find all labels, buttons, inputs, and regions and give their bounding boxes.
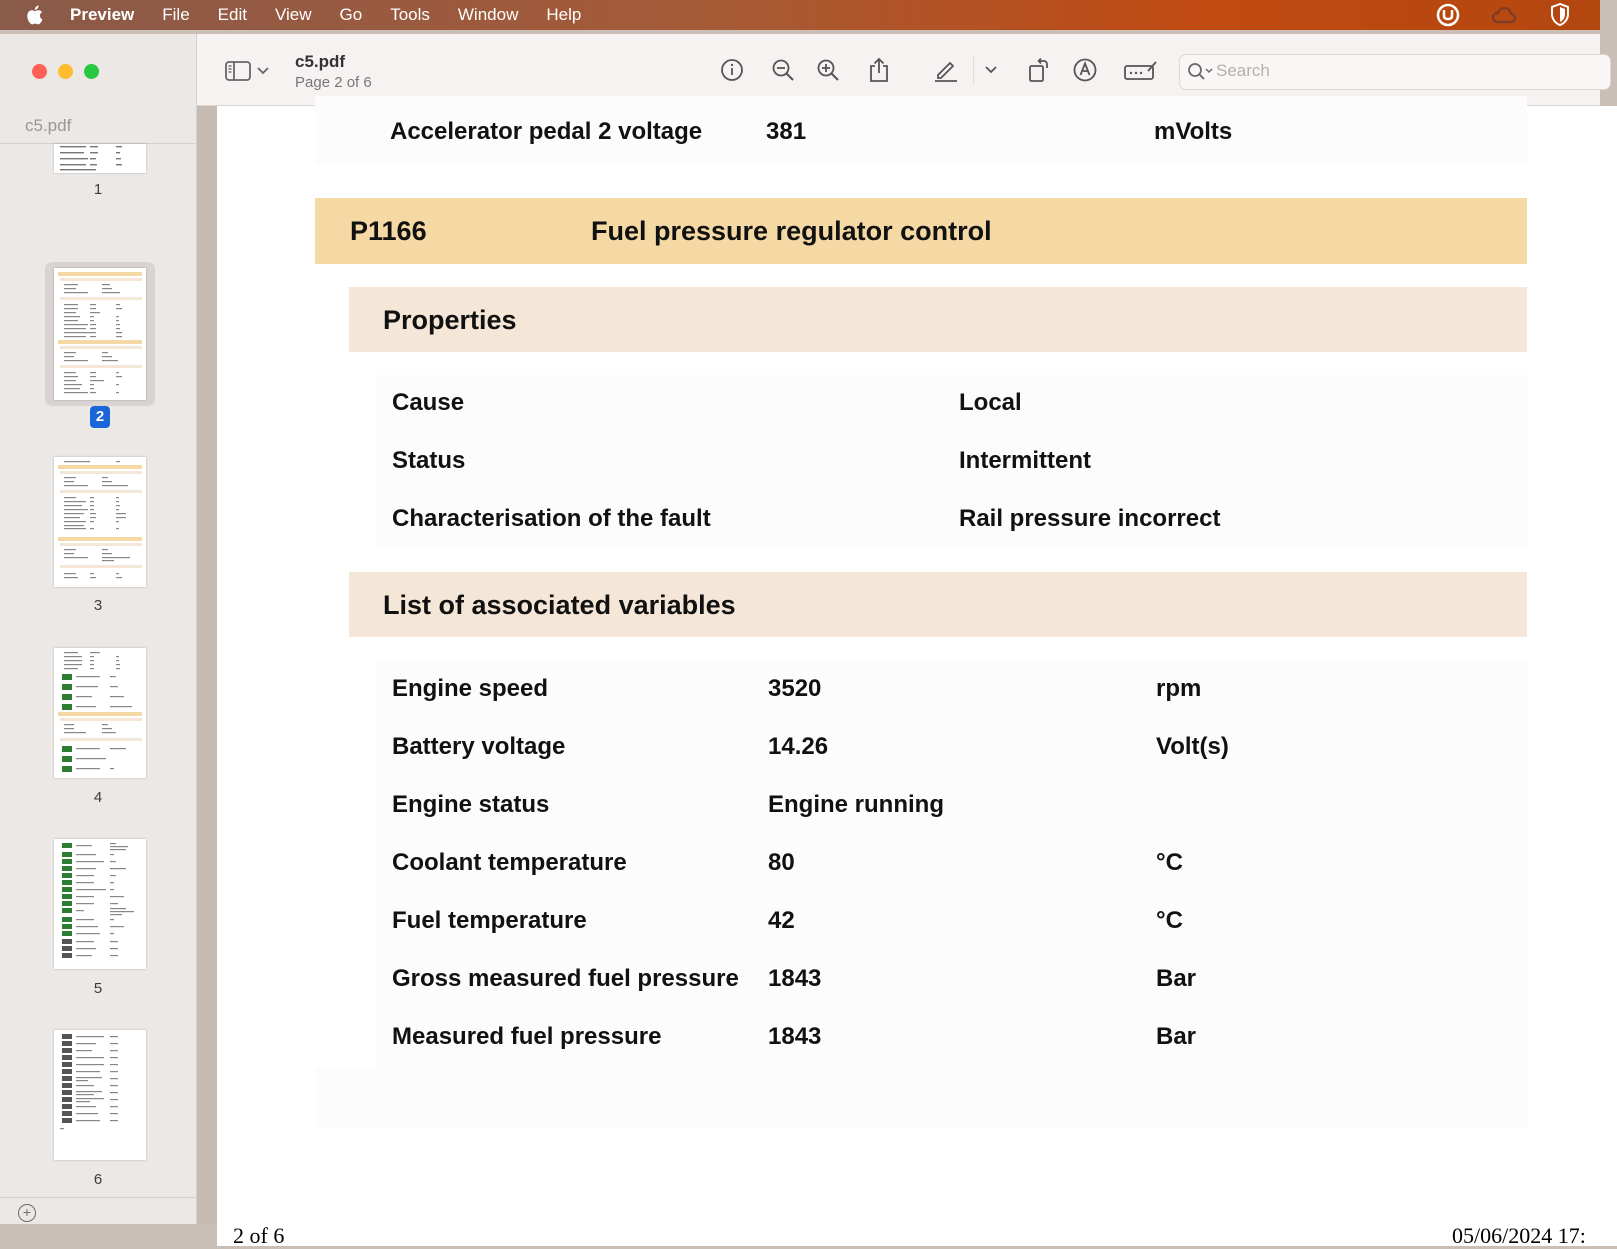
variable-unit: Volt(s) <box>1156 733 1229 760</box>
variable-value: 42 <box>768 907 795 934</box>
document-view[interactable] <box>197 106 1600 1248</box>
table-footer-space <box>315 1067 1527 1127</box>
thumbnail-page-5[interactable] <box>54 839 146 969</box>
sidebar-icon <box>225 61 251 81</box>
thumbnail-page-4[interactable] <box>54 648 146 778</box>
utorrent-status-icon[interactable] <box>1436 3 1460 27</box>
window-controls <box>32 64 99 79</box>
variable-unit: mVolts <box>1154 118 1233 145</box>
thumbnail-page-2[interactable] <box>54 268 146 400</box>
property-value: Rail pressure incorrect <box>959 505 1221 532</box>
table-row <box>377 719 1527 777</box>
highlight-options-button[interactable] <box>976 55 1006 85</box>
page-footer-date: 05/06/2024 17: <box>1452 1223 1586 1248</box>
minimize-window-button[interactable] <box>58 64 73 79</box>
close-window-button[interactable] <box>32 64 47 79</box>
zoom-in-button[interactable] <box>813 55 843 85</box>
menu-file[interactable]: File <box>162 5 190 24</box>
sidebar-document-title: c5.pdf <box>25 116 72 135</box>
form-fill-button[interactable] <box>1121 55 1161 85</box>
thumbnail-page-6[interactable] <box>54 1030 146 1160</box>
menu-window[interactable]: Window <box>457 5 519 24</box>
share-button[interactable] <box>864 55 894 85</box>
menu-app-name[interactable]: Preview <box>70 5 135 24</box>
variable-value: 1843 <box>768 1023 822 1050</box>
sidebar-toggle-button[interactable] <box>225 58 275 84</box>
table-row <box>377 835 1527 893</box>
share-icon <box>868 57 890 83</box>
property-value: Local <box>959 389 1022 416</box>
chevron-down-icon <box>257 67 269 75</box>
toolbar-separator <box>973 56 974 84</box>
thumbnail-label-1: 1 <box>93 181 103 198</box>
thumbnail-label-3: 3 <box>93 597 103 614</box>
zoom-window-button[interactable] <box>84 64 99 79</box>
table-row <box>315 96 1527 164</box>
zoom-out-icon <box>771 58 795 82</box>
table-row <box>377 777 1527 835</box>
variable-name: Coolant temperature <box>392 849 627 876</box>
rotate-button[interactable] <box>1024 55 1054 85</box>
selected-page-badge: 2 <box>90 406 110 428</box>
variable-value: 1843 <box>768 965 822 992</box>
menu-view[interactable]: View <box>274 5 312 24</box>
info-icon <box>720 58 744 82</box>
property-label: Status <box>392 447 466 474</box>
property-label: Characterisation of the fault <box>392 505 711 532</box>
fault-title: Fuel pressure regulator control <box>591 216 992 246</box>
variable-unit: Bar <box>1156 1023 1197 1050</box>
security-shield-icon[interactable] <box>1548 3 1572 27</box>
menu-bar <box>0 0 1600 30</box>
zoom-in-icon <box>816 58 840 82</box>
fault-code: P1166 <box>350 216 427 246</box>
properties-section-header <box>349 287 1527 352</box>
thumbnail-label-5: 5 <box>93 980 103 997</box>
variable-value: 381 <box>766 118 807 145</box>
section-title: List of associated variables <box>383 590 736 620</box>
chevron-down-icon <box>985 66 997 74</box>
preview-window <box>0 34 1600 1248</box>
variable-value: 80 <box>768 849 795 876</box>
menu-help[interactable]: Help <box>546 5 582 24</box>
variable-value: 14.26 <box>768 733 829 760</box>
variable-name: Fuel temperature <box>392 907 587 934</box>
table-row <box>377 951 1527 1009</box>
thumbnail-label-6: 6 <box>93 1171 103 1188</box>
markup-button[interactable] <box>1070 55 1100 85</box>
table-row <box>377 375 1527 433</box>
search-icon <box>1187 62 1213 82</box>
variables-section-header <box>349 572 1527 637</box>
variable-value: 3520 <box>768 675 822 702</box>
variable-name: Accelerator pedal 2 voltage <box>390 118 703 145</box>
variable-unit: Bar <box>1156 965 1197 992</box>
variable-name: Engine speed <box>392 675 549 702</box>
variable-unit: °C <box>1156 907 1183 934</box>
highlight-button[interactable] <box>931 55 961 85</box>
table-row <box>377 491 1527 549</box>
variable-name: Gross measured fuel pressure <box>392 965 739 992</box>
search-field[interactable] <box>1179 54 1611 90</box>
creative-cloud-icon[interactable] <box>1492 3 1516 27</box>
variable-name: Measured fuel pressure <box>392 1023 662 1050</box>
document-title: c5.pdf <box>295 52 346 71</box>
table-row <box>377 661 1527 719</box>
search-input[interactable] <box>1214 60 1568 82</box>
thumbnail-list[interactable] <box>0 144 196 1204</box>
variable-unit: rpm <box>1156 675 1202 702</box>
variable-name: Engine status <box>392 791 550 818</box>
menu-go[interactable]: Go <box>339 5 363 24</box>
page-footer-number: 2 of 6 <box>233 1223 285 1248</box>
property-value: Intermittent <box>959 447 1091 474</box>
add-page-icon[interactable]: + <box>18 1204 36 1222</box>
property-label: Cause <box>392 389 465 416</box>
page-indicator: Page 2 of 6 <box>295 74 372 91</box>
thumbnail-label-4: 4 <box>93 789 103 806</box>
fault-header <box>315 198 1527 264</box>
markup-icon <box>1072 57 1098 83</box>
thumbnail-page-1[interactable] <box>54 144 146 173</box>
info-button[interactable] <box>717 55 747 85</box>
zoom-out-button[interactable] <box>768 55 798 85</box>
rotate-icon <box>1027 57 1051 83</box>
form-fill-icon <box>1124 58 1158 82</box>
variable-unit: °C <box>1156 849 1183 876</box>
pen-icon <box>933 57 959 83</box>
menu-tools[interactable]: Tools <box>390 5 430 24</box>
table-row <box>377 433 1527 491</box>
variable-name: Battery voltage <box>392 733 566 760</box>
thumbnail-sidebar <box>0 34 197 1224</box>
table-row <box>377 1009 1527 1067</box>
table-row <box>377 893 1527 951</box>
thumbnail-page-3[interactable] <box>54 457 146 587</box>
sidebar-footer <box>0 1197 196 1224</box>
section-title: Properties <box>383 305 517 335</box>
apple-menu-icon[interactable] <box>24 4 44 26</box>
variable-value: Engine running <box>768 791 944 818</box>
menu-edit[interactable]: Edit <box>217 5 247 24</box>
pdf-page <box>217 106 1617 1246</box>
